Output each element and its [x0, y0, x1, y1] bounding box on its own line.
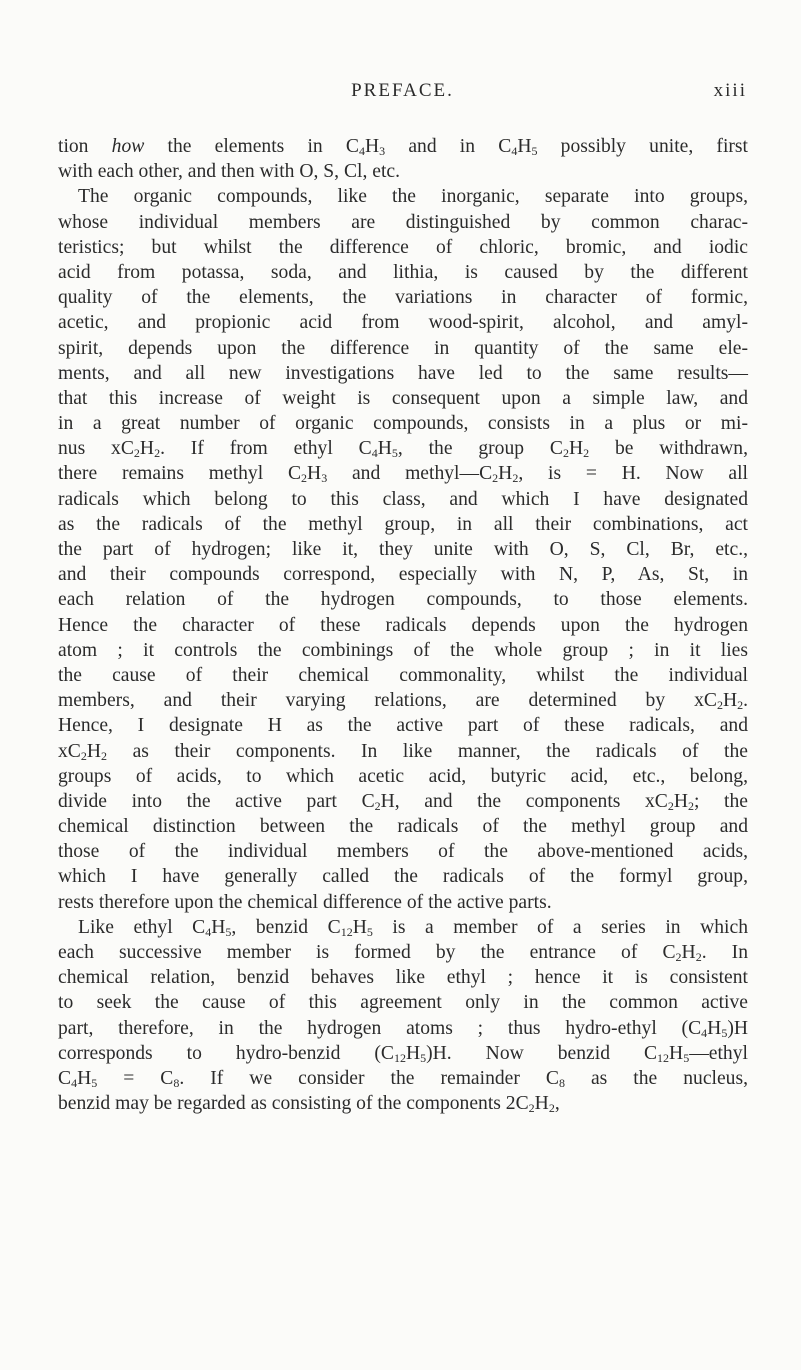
text-line: The organic compounds, like the inorganic, separate into groups, [78, 186, 748, 208]
text-line: quality of the elements, the variations in character of formic, [58, 287, 748, 309]
body-text [58, 134, 748, 1116]
text-line: divide into the active part $C_2H$, and the components $xC_2H_2$; the [58, 790, 748, 813]
text-line: to seek the cause of this agreement only in the common active [58, 992, 748, 1014]
text-line: and their compounds correspond, especially with N, P, As, St, in [58, 564, 748, 586]
text-line: groups of acids, to which acetic acid, butyric acid, etc., belong, [58, 765, 748, 787]
text-line: nus $xC_2H_2$. If from ethyl $C_4H_5$, the group $C_2H_2$ be withdrawn, [58, 438, 748, 461]
text-line: acid from potassa, soda, and lithia, is caused by the different [58, 261, 748, 283]
text-line: benzid may be regarded as consisting of the components $2C_2H_2$, [58, 1093, 560, 1116]
text-line: spirit, depends upon the difference in quantity of the same ele- [58, 337, 748, 359]
text-line: teristics; but whilst the difference of chloric, bromic, and iodic [58, 236, 748, 258]
text-line: acetic, and propionic acid from wood-spirit, alcohol, and amyl- [58, 312, 748, 334]
text-line: tion how the elements in $C_4H_3$ and in $C_4H_5$ possibly unite, first [58, 136, 748, 158]
text-line: radicals which belong to this class, and which I have designated [58, 488, 748, 510]
text-line: in a great number of organic compounds, consists in a plus or mi- [58, 413, 748, 435]
text-line: chemical distinction between the radicals of the methyl group and [58, 816, 748, 838]
text-line: each relation of the hydrogen compounds, to those elements. [58, 589, 748, 611]
text-line: $C_4H_5 = C_8$. If we consider the remainder $C_8$ as the nucleus, [58, 1067, 748, 1090]
text-line: the part of hydrogen; like it, they unite with O, S, Cl, Br, etc., [58, 539, 748, 560]
text-line: ments, and all new investigations have led to the same results— [58, 362, 748, 384]
text-line: Like ethyl $C_4H_5$, benzid $C_{12}H_5$ is a member of a series in which [78, 916, 748, 939]
text-line: that this increase of weight is consequent upon a simple law, and [58, 387, 748, 409]
text-line: the cause of their chemical commonality, whilst the individual [58, 664, 748, 686]
text-line: whose individual members are distinguished by common charac- [58, 211, 748, 233]
text-line: with each other, and then with O, S, Cl, etc. [58, 161, 401, 183]
text-line: $xC_2H_2$ as their components. In like manner, the radicals of the [58, 740, 748, 763]
text-line: part, therefore, in the hydrogen atoms ; thus hydro-ethyl $(C_4H_5)H$ [58, 1017, 748, 1040]
text-line: Hence the character of these radicals depends upon the hydrogen [58, 614, 748, 636]
text-line: rests therefore upon the chemical difference of the active parts. [58, 891, 552, 913]
text-line: atom ; it controls the combinings of the whole group ; in it lies [58, 639, 748, 661]
text-line: there remains methyl $C_2H_3$ and $methyl—C_2H_2$, is = H. Now all [58, 463, 748, 486]
text-line: which I have generally called the radicals of the formyl group, [58, 866, 748, 888]
text-line: corresponds to hydro-benzid $(C_{12}H_5)H$. Now benzid $C_{12}H_5—ethyl$ [58, 1042, 748, 1065]
page-header-title: PREFACE. [351, 80, 454, 101]
text-line: as the radicals of the methyl group, in all their combinations, act [58, 513, 748, 535]
text-line: Hence, I designate H as the active part of these radicals, and [58, 715, 748, 737]
text-line: members, and their varying relations, are determined by $xC_2H_2$. [58, 690, 748, 713]
text-line: each successive member is formed by the entrance of $C_2H_2$. In [58, 942, 748, 964]
text-line: those of the individual members of the above-mentioned acids, [58, 841, 748, 863]
text-line: chemical relation, benzid behaves like ethyl ; hence it is consistent [58, 967, 748, 989]
page-number: xiii [713, 80, 747, 101]
running-head [58, 80, 747, 110]
